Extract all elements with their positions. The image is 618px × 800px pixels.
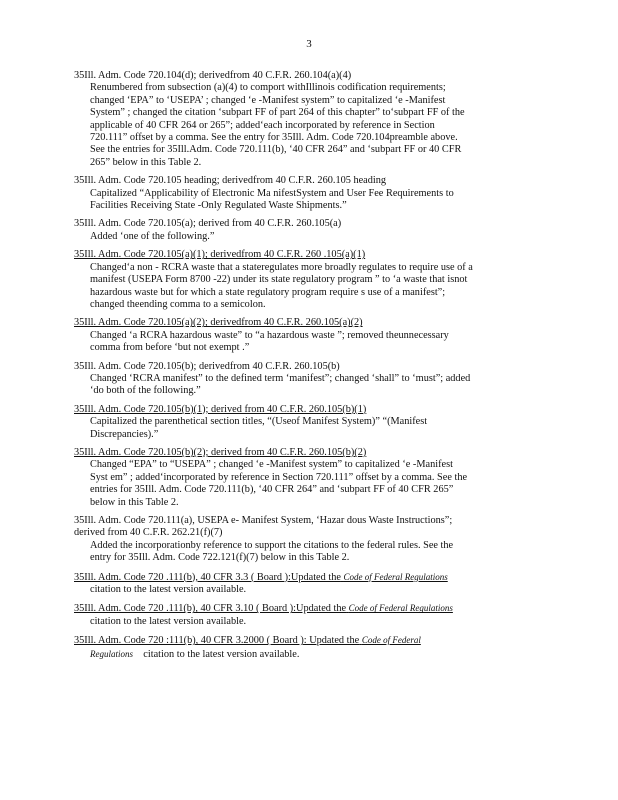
entry-heading-italic: Code of Federal Regulations: [348, 603, 453, 614]
entry-heading-text: 35Ill. Adm. Code 720.105(a)(1); derivedfrom 40 C.F.R. 260 .105(a)(1): [74, 249, 366, 261]
entry-body-line: Discrepancies).”: [90, 428, 159, 440]
entry-heading-text: 35Ill. Adm. Code 720 :111(b), 40 CFR 3.2000 ( Board ): Updated the: [74, 635, 360, 647]
entry-body-line: System” ; changed the citation ‘subpart FF of part 264 of this chapter” to‘subpart FF of the: [90, 107, 465, 119]
entry-body-line: comma from before ‘but not exempt .”: [90, 342, 250, 354]
entry-body-line: Changed ‘a RCRA hazardous waste” to “a hazardous waste ”; removed theunnecessary: [90, 329, 449, 341]
entry-heading: [74, 515, 534, 527]
entries-list: [74, 70, 534, 667]
table-entry: [74, 70, 534, 169]
table-entry: [74, 634, 534, 661]
table-entry: [74, 602, 534, 628]
entry-heading-text: 35Ill. Adm. Code 720.111(a), USEPA e- Manifest System, ‘Hazar dous Waste Instructions”;: [74, 515, 453, 526]
entry-heading: [74, 602, 534, 615]
entry-body: [74, 231, 534, 243]
entry-heading-text: 35Ill. Adm. Code 720.105(a); derived from 40 C.F.R. 260.105(a): [74, 218, 342, 230]
entry-body-line: Capitalized “Applicability of Electronic Ma nifestSystem and User Fee Requirements to: [90, 187, 454, 199]
entry-heading: [74, 571, 534, 584]
entry-body: [74, 459, 534, 509]
table-entry: [74, 317, 534, 354]
entry-heading: [74, 317, 534, 329]
entry-heading-text: 35Ill. Adm. Code 720.105(a)(2); derivedfrom 40 C.F.R. 260.105(a)(2): [74, 317, 363, 329]
entry-body-line: 720.111” offset by a comma. See the entry for 35Ill. Adm. Code 720.104preamble above.: [90, 132, 458, 144]
entry-body: [74, 416, 534, 441]
entry-body-line: manifest (USEPA Form 8700 -22) under its state regulatory program ” to ‘a waste that isnot: [90, 274, 468, 286]
entry-body-line: [90, 648, 534, 661]
entry-heading-text: 35Ill. Adm. Code 720 .111(b), 40 CFR 3.10 ( Board ):Updated the: [74, 603, 347, 615]
entry-body-line: ‘do both of the following.”: [90, 385, 201, 397]
table-entry: [74, 175, 534, 212]
entry-body-line: citation to the latest version available.: [90, 584, 247, 596]
entry-body-line: Changed “EPA” to “USEPA” ; changed ‘e -Manifest system” to capitalized ‘e -Manifest: [90, 459, 453, 471]
entry-body: [74, 330, 534, 355]
entry-body: [74, 188, 534, 213]
entry-heading-text: 35Ill. Adm. Code 720.105(b)(1); derived from 40 C.F.R. 260.105(b)(1): [74, 403, 367, 415]
entry-heading-italic: Code of Federal Regulations: [343, 571, 448, 582]
entry-body-line: 265” below in this Table 2.: [90, 156, 202, 168]
entry-heading: [74, 404, 534, 416]
entry-body-line: See the entries for 35Ill.Adm. Code 720.111(b), ‘40 CFR 264” and ‘subpart FF or 40 CFR: [90, 144, 462, 156]
entry-heading: [74, 70, 534, 82]
entry-body-line: Changed ‘RCRA manifest” to the defined term ‘manifest”; changed ‘shall” to ‘must”; added: [90, 372, 471, 384]
entry-body-line: changed ‘EPA” to ‘USEPA’ ; changed ‘e -Manifest system” to capitalized ‘e -Manifest: [90, 94, 446, 106]
entry-heading: [74, 175, 534, 187]
entry-body-line: Added the incorporationby reference to support the citations to the federal rules. See the: [90, 539, 454, 551]
table-entry: [74, 218, 534, 243]
entry-body-text: citation to the latest version available.: [143, 648, 300, 660]
table-entry: [74, 404, 534, 441]
entry-heading-text: 35Ill. Adm. Code 720.105(b); derivedfrom 40 C.F.R. 260.105(b): [74, 360, 340, 372]
entry-heading-text: 35Ill. Adm. Code 720.104(d); derivedfrom 40 C.F.R. 260.104(a)(4): [74, 70, 352, 81]
entry-heading-text: 35Ill. Adm. Code 720.105 heading; derivedfrom 40 C.F.R. 260.105 heading: [74, 175, 387, 187]
entry-heading-text: 35Ill. Adm. Code 720 .111(b), 40 CFR 3.3 ( Board ):Updated the: [74, 571, 341, 583]
entry-body-line: hazardous waste but for which a state regulatory program require s use of a manifest”;: [90, 286, 446, 298]
table-entry: [74, 447, 534, 509]
entry-body: [74, 584, 534, 596]
entry-heading: [74, 634, 534, 647]
entry-body-line: Syst em” ; added‘incorporated by reference in Section 720.111” offset by a comma. See the: [90, 471, 468, 483]
entry-heading-text: 35Ill. Adm. Code 720.105(b)(2); derived from 40 C.F.R. 260.105(b)(2): [74, 446, 367, 458]
entry-body-line: applicable of 40 CFR 264 or 265”; added‘each incorporated by reference in Section: [90, 119, 435, 131]
table-entry: [74, 571, 534, 597]
entry-body-line: Changed‘a non - RCRA waste that a stateregulates more broadly regulates to require use of a: [90, 261, 473, 273]
entry-heading: [74, 218, 534, 230]
page-number: 3: [306, 38, 312, 50]
entry-heading-continuation: derived from 40 C.F.R. 262.21(f)(7): [74, 527, 223, 539]
entry-body-line: entries for 35Ill. Adm. Code 720.111(b), ‘40 CFR 264” and ‘subpart FF of 40 CFR 265”: [90, 484, 454, 496]
table-entry: [74, 249, 534, 311]
entry-body: [74, 648, 534, 661]
entry-body-line: Capitalized the parenthetical section titles, “(Useof Manifest System)” “(Manifest: [90, 416, 428, 428]
entry-heading-italic: Code of Federal: [361, 635, 421, 646]
entry-body-line: Facilities Receiving State -Only Regulated Waste Shipments.”: [90, 200, 347, 212]
entry-body: [74, 373, 534, 398]
entry-body-line: Renumbered from subsection (a)(4) to comport withIllinois codification requirements;: [90, 82, 446, 94]
entry-body: [74, 616, 534, 628]
entry-body-italic: Regulations: [90, 648, 133, 659]
entry-body: [74, 262, 534, 312]
entry-body: [74, 540, 534, 565]
entry-heading: [74, 361, 534, 373]
entry-body-line: below in this Table 2.: [90, 496, 179, 508]
entry-body-line: changed theending comma to a semicolon.: [90, 298, 266, 310]
entry-body-line: entry for 35Ill. Adm. Code 722.121(f)(7) below in this Table 2.: [90, 552, 350, 564]
entry-heading: [74, 249, 534, 261]
table-entry: [74, 515, 534, 565]
entry-body-line: Added ‘one of the following.”: [90, 230, 215, 242]
entry-body: [74, 82, 534, 169]
entry-heading: [74, 447, 534, 459]
table-entry: [74, 361, 534, 398]
entry-body-line: citation to the latest version available.: [90, 615, 247, 627]
